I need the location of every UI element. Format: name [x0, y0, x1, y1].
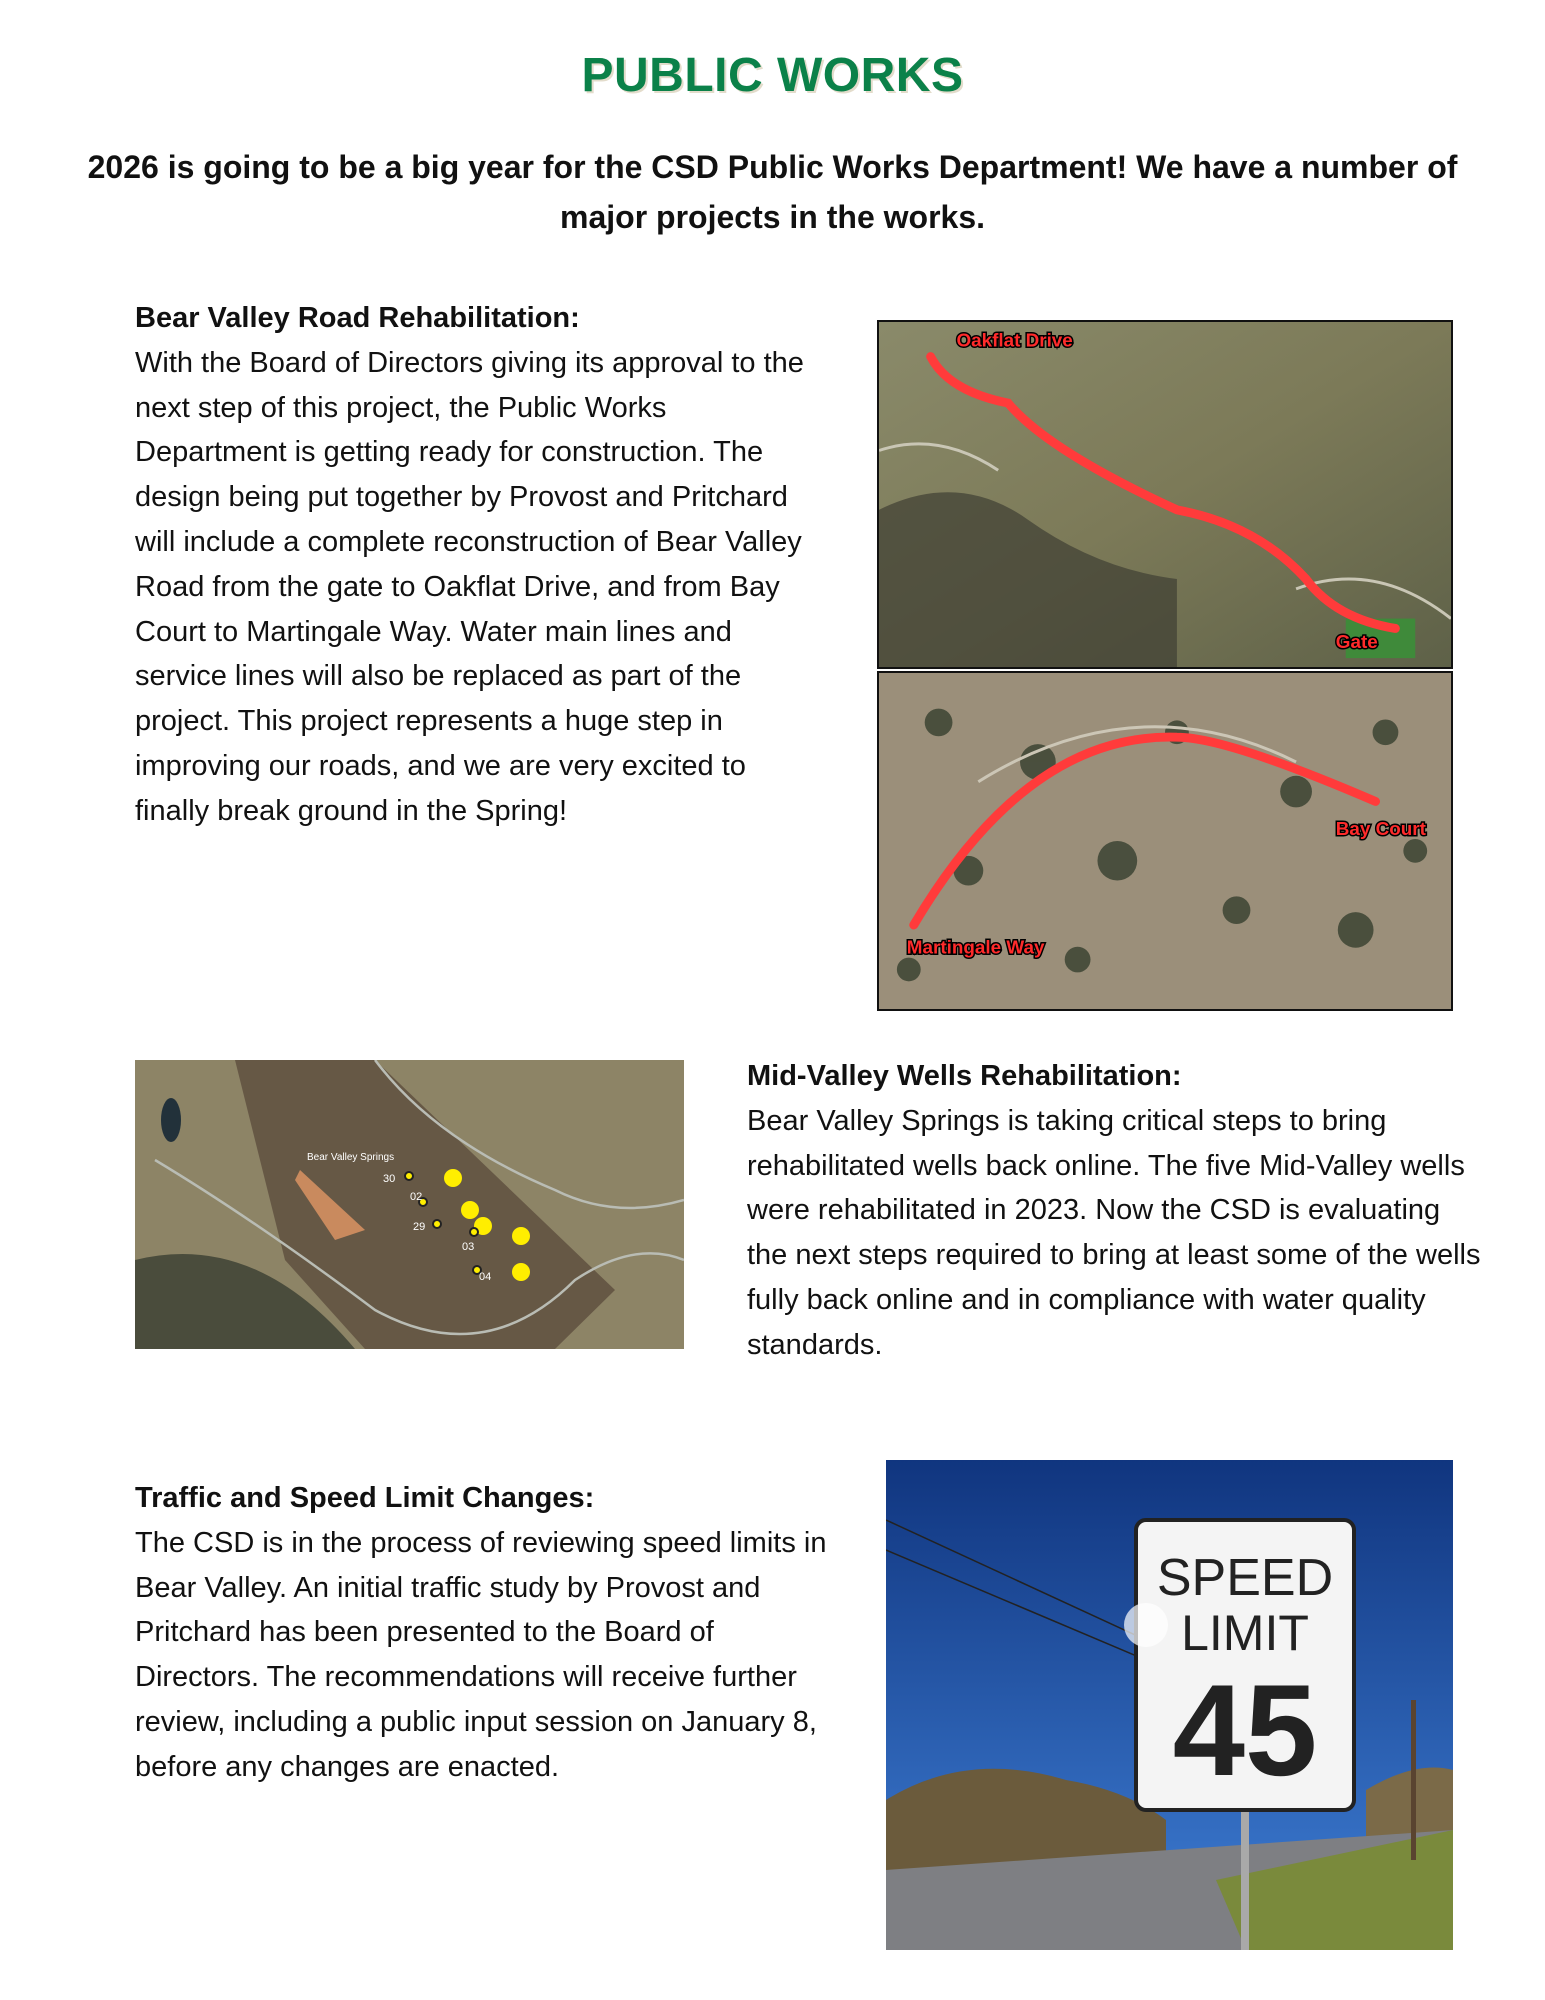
map-label-martingale: Martingale Way	[906, 936, 1045, 958]
section-body: The CSD is in the process of reviewing speed limits in Bear Valley. An initial traffic study by Provost and Pritchard has been presented to the Board of Directors. The recommendations will receive further review, including a public input session on January 8, before any changes are enacted.	[135, 1526, 827, 1783]
section-heading: Mid-Valley Wells Rehabilitation:	[747, 1060, 1182, 1092]
sign-text-limit: LIMIT	[1181, 1605, 1309, 1661]
well-label: 03	[462, 1241, 475, 1253]
speed-limit-photo	[886, 1460, 1453, 1950]
well-label: 02	[410, 1191, 423, 1203]
section-heading: Traffic and Speed Limit Changes:	[135, 1482, 595, 1514]
section-road-rehab	[135, 296, 825, 834]
map-label-gate: Gate	[1335, 631, 1378, 653]
section-wells-rehab	[747, 1054, 1487, 1368]
map-label-oakflat: Oakflat Drive	[956, 329, 1073, 351]
page-title: PUBLIC WORKS	[581, 49, 964, 102]
section-body: With the Board of Directors giving its approval to the next step of this project, the Public Works Department is getting ready for construction. The design being put together by Provost and Pritchard will include a complete reconstruction of Bear Valley Road from the gate to Oakflat Drive, and from Bay Court to Martingale Way. Water main lines and service lines will also be replaced as part of the project. This project represents a huge step in improving our roads, and we are very excited to finally break ground in the Spring!	[135, 346, 804, 827]
section-heading: Bear Valley Road Rehabilitation:	[135, 302, 580, 334]
map-label-baycourt: Bay Court	[1335, 818, 1426, 840]
road-map-baycourt-martingale	[877, 671, 1453, 1011]
speed-limit-sign	[1136, 1520, 1354, 1810]
map-label-place: Bear Valley Springs	[307, 1152, 395, 1163]
well-label: 30	[383, 1173, 396, 1185]
sign-text-speed: SPEED	[1156, 1549, 1334, 1607]
sign-number: 45	[1172, 1657, 1318, 1803]
well-label: 04	[479, 1271, 492, 1283]
intro-text: 2026 is going to be a big year for the CSD Public Works Department! We have a number of major projects in the works.	[87, 149, 1458, 235]
section-body: Bear Valley Springs is taking critical steps to bring rehabilitated wells back online. The five Mid-Valley wells were rehabilitated in 2023. Now the CSD is evaluating the next steps required to bring at least some of the wells fully back online and in compliance with water quality standards.	[747, 1104, 1481, 1361]
section-traffic-speed	[135, 1476, 830, 1790]
wells-map	[135, 1060, 684, 1349]
well-label: 29	[413, 1221, 426, 1233]
road-map-oakflat-gate	[877, 320, 1453, 669]
